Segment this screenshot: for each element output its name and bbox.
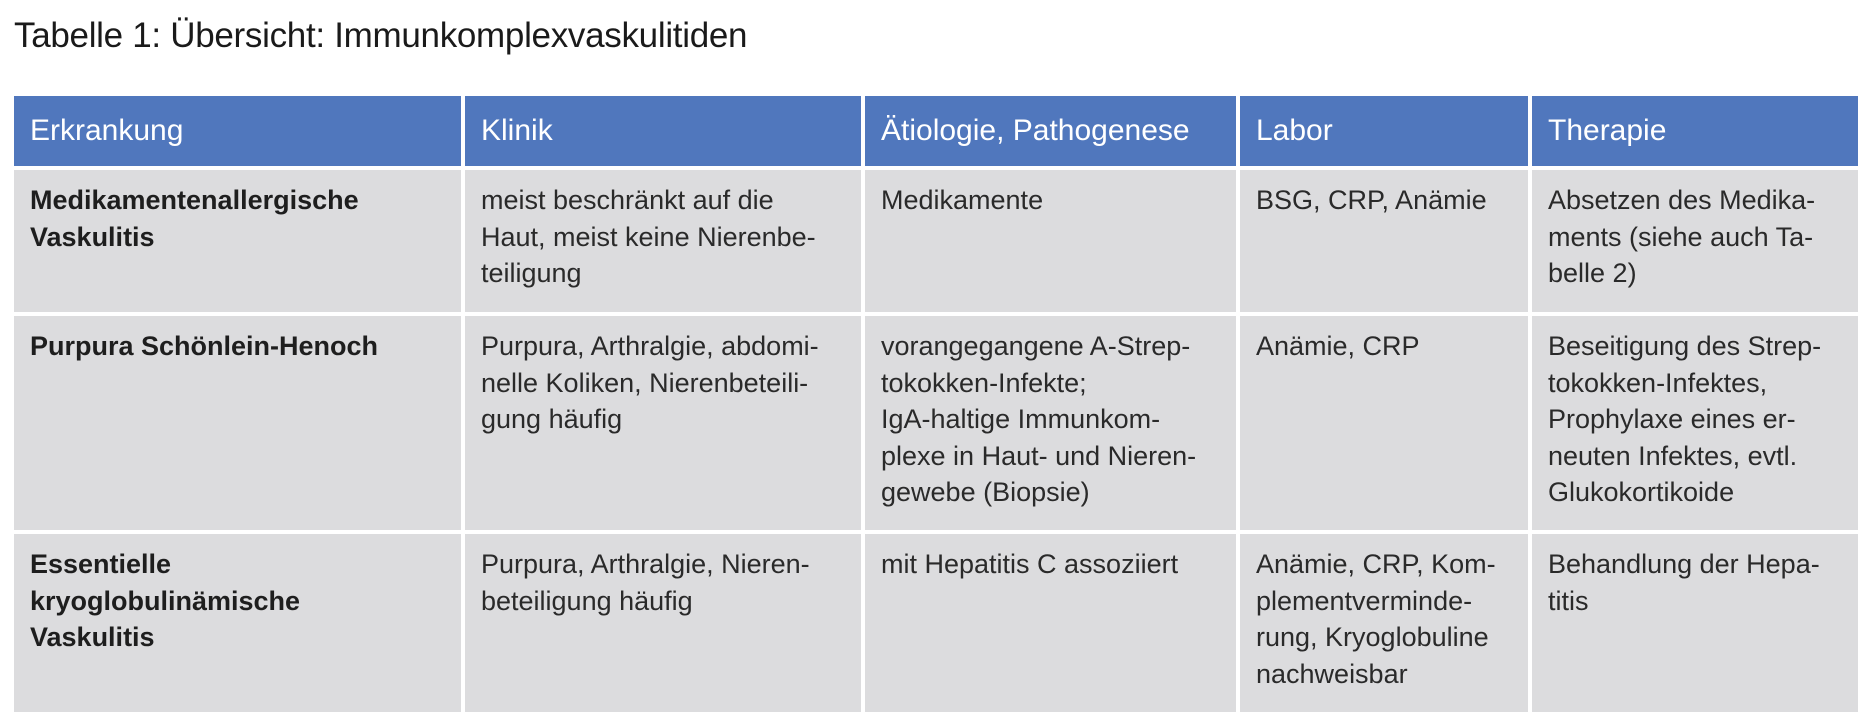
cell-labor: Anämie, CRP, Kom- plementverminde- rung, Kryoglobuline nachweisbar xyxy=(1240,530,1532,712)
table-row xyxy=(14,530,1858,712)
cell-labor: Anämie, CRP xyxy=(1240,312,1532,530)
overview-table-container xyxy=(14,96,1858,712)
page-title: Tabelle 1: Übersicht: Immunkomplexvaskulitiden xyxy=(14,16,748,55)
cell-therapie: Behandlung der Hepa- titis xyxy=(1532,530,1858,712)
column-header-aetiologie: Ätiologie, Pathogenese xyxy=(865,96,1240,166)
cell-erkrankung: Essentielle kryoglobulinämische Vaskulitis xyxy=(14,530,465,712)
column-header-erkrankung: Erkrankung xyxy=(14,96,465,166)
cell-aetiologie: mit Hepatitis C assoziiert xyxy=(865,530,1240,712)
cell-therapie: Absetzen des Medika- ments (siehe auch Ta- belle 2) xyxy=(1532,166,1858,312)
table-row xyxy=(14,312,1858,530)
column-header-labor: Labor xyxy=(1240,96,1532,166)
cell-erkrankung: Medikamentenallergische Vaskulitis xyxy=(14,166,465,312)
column-header-therapie: Therapie xyxy=(1532,96,1858,166)
cell-labor: BSG, CRP, Anämie xyxy=(1240,166,1532,312)
cell-erkrankung: Purpura Schönlein-Henoch xyxy=(14,312,465,530)
table-row xyxy=(14,166,1858,312)
column-header-klinik: Klinik xyxy=(465,96,865,166)
overview-table xyxy=(14,96,1858,712)
cell-aetiologie: vorangegangene A-Strep- tokokken-Infekte; IgA-haltige Immunkom- plexe in Haut- und Nieren- gewebe (Biopsie) xyxy=(865,312,1240,530)
cell-klinik: meist beschränkt auf die Haut, meist keine Nierenbe- teiligung xyxy=(465,166,865,312)
table-header-row xyxy=(14,96,1858,166)
cell-klinik: Purpura, Arthralgie, Nieren- beteiligung häufig xyxy=(465,530,865,712)
cell-aetiologie: Medikamente xyxy=(865,166,1240,312)
cell-therapie: Beseitigung des Strep- tokokken-Infektes, Prophylaxe eines er- neuten Infektes, evtl. Glukokortikoide xyxy=(1532,312,1858,530)
cell-klinik: Purpura, Arthralgie, abdomi- nelle Koliken, Nierenbeteili- gung häufig xyxy=(465,312,865,530)
